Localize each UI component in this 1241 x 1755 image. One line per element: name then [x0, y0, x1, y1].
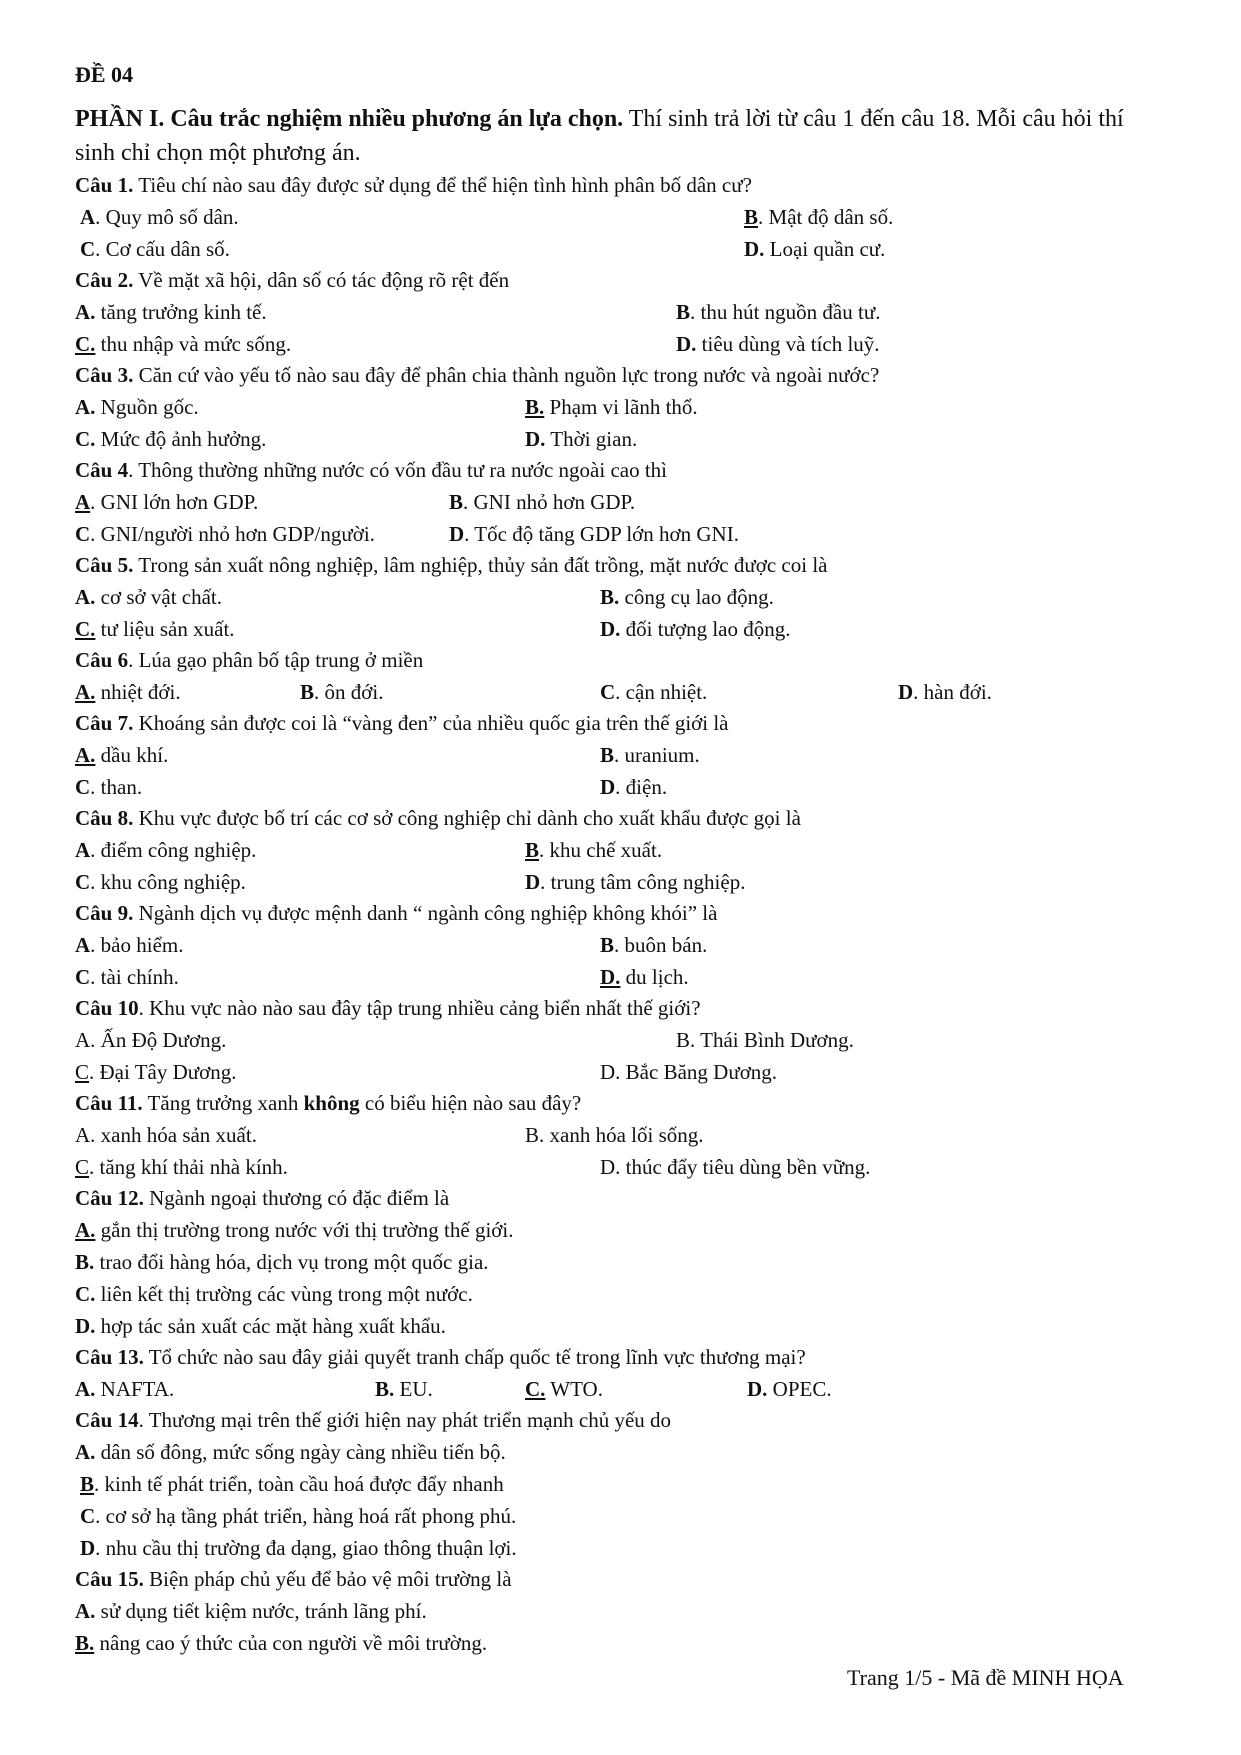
part-heading: [75, 104, 1124, 134]
q14-option-b: B. kinh tế phát triển, toàn cầu hoá được đẩy nhanh: [80, 1472, 504, 1496]
question-9: Câu 9. Ngành dịch vụ được mệnh danh “ ngành công nghiệp không khói” là: [75, 901, 718, 925]
q5-option-b: B. công cụ lao động.: [600, 585, 774, 609]
exam-code: ĐỀ 04: [75, 62, 134, 87]
q15-option-a: A. sử dụng tiết kiệm nước, tránh lãng phí.: [75, 1599, 427, 1623]
q13-option-b: B. EU.: [375, 1377, 433, 1401]
q9-option-b: B. buôn bán.: [600, 933, 708, 957]
q7-option-b: B. uranium.: [600, 743, 700, 767]
q3-option-a: A. Nguồn gốc.: [75, 395, 199, 419]
question-11: Câu 11. Tăng trưởng xanh không có biểu hiện nào sau đây?: [75, 1091, 582, 1115]
q3-option-b: B. Phạm vi lãnh thổ.: [525, 395, 698, 419]
q9-option-d: D. du lịch.: [600, 965, 689, 989]
part-title: PHẦN I. Câu trắc nghiệm nhiều phương án lựa chọn.: [75, 106, 624, 132]
q2-option-c: C. thu nhập và mức sống.: [75, 332, 292, 356]
q13-option-a: A. NAFTA.: [75, 1377, 175, 1401]
q5-option-a: A. cơ sở vật chất.: [75, 585, 223, 609]
q8-option-d: D. trung tâm công nghiệp.: [525, 870, 746, 894]
q7-option-c: C. than.: [75, 775, 143, 799]
q1-option-a: A. Quy mô số dân.: [80, 205, 239, 229]
question-6: Câu 6. Lúa gạo phân bố tập trung ở miền: [75, 648, 424, 672]
q13-option-d: D. OPEC.: [747, 1377, 832, 1401]
q1-option-d: D. Loại quần cư.: [744, 237, 886, 261]
q1-option-b: B. Mật độ dân số.: [744, 205, 894, 229]
q12-option-b: B. trao đổi hàng hóa, dịch vụ trong một quốc gia.: [75, 1250, 489, 1274]
q9-option-c: C. tài chính.: [75, 965, 179, 989]
q14-option-d: D. nhu cầu thị trường đa dạng, giao thông thuận lợi.: [80, 1536, 517, 1560]
q2-option-b: B. thu hút nguồn đầu tư.: [676, 300, 881, 324]
q7-option-a: A. dầu khí.: [75, 743, 169, 767]
q14-option-a: A. dân số đông, mức sống ngày càng nhiều tiến bộ.: [75, 1440, 506, 1464]
q8-option-c: C. khu công nghiệp.: [75, 870, 246, 894]
q12-option-c: C. liên kết thị trường các vùng trong một nước.: [75, 1282, 473, 1306]
q11-option-c: C. tăng khí thải nhà kính.: [75, 1155, 288, 1179]
q10-option-b: B. Thái Bình Dương.: [676, 1028, 854, 1052]
q15-option-b: B. nâng cao ý thức của con người về môi trường.: [75, 1631, 488, 1655]
question-1: Câu 1. Tiêu chí nào sau đây được sử dụng để thể hiện tình hình phân bố dân cư?: [75, 173, 752, 197]
q4-option-d: D. Tốc độ tăng GDP lớn hơn GNI.: [449, 522, 739, 546]
q12-option-d: D. hợp tác sản xuất các mặt hàng xuất khẩu.: [75, 1314, 446, 1338]
q1-option-c: C. Cơ cấu dân số.: [80, 237, 230, 261]
q10-option-c: C. Đại Tây Dương.: [75, 1060, 237, 1084]
q6-option-c: C. cận nhiệt.: [600, 680, 708, 704]
question-13: Câu 13. Tổ chức nào sau đây giải quyết tranh chấp quốc tế trong lĩnh vực thương mại?: [75, 1345, 806, 1369]
q9-option-a: A. bảo hiểm.: [75, 933, 184, 957]
q3-option-c: C. Mức độ ảnh hưởng.: [75, 427, 267, 451]
q4-option-a: A. GNI lớn hơn GDP.: [75, 490, 259, 514]
question-2: Câu 2. Về mặt xã hội, dân số có tác động rõ rệt đến: [75, 268, 510, 292]
q14-option-c: C. cơ sở hạ tầng phát triển, hàng hoá rất phong phú.: [80, 1504, 517, 1528]
question-14: Câu 14. Thương mại trên thế giới hiện nay phát triển mạnh chủ yếu do: [75, 1408, 672, 1432]
question-7: Câu 7. Khoáng sản được coi là “vàng đen” của nhiều quốc gia trên thế giới là: [75, 711, 729, 735]
q11-option-d: D. thúc đẩy tiêu dùng bền vững.: [600, 1155, 871, 1179]
q11-option-b: B. xanh hóa lối sống.: [525, 1123, 704, 1147]
part-instruction: Thí sinh trả lời từ câu 1 đến câu 18. Mỗi câu hỏi thí: [623, 106, 1124, 132]
q4-option-b: B. GNI nhỏ hơn GDP.: [449, 490, 636, 514]
q3-option-d: D. Thời gian.: [525, 427, 638, 451]
question-3: Câu 3. Căn cứ vào yếu tố nào sau đây để phân chia thành nguồn lực trong nước và ngoài nước?: [75, 363, 880, 387]
q13-option-c: C. WTO.: [525, 1377, 603, 1401]
q5-option-d: D. đối tượng lao động.: [600, 617, 791, 641]
question-12: Câu 12. Ngành ngoại thương có đặc điểm là: [75, 1186, 450, 1210]
q10-option-d: D. Bắc Băng Dương.: [600, 1060, 778, 1084]
q8-option-b: B. khu chế xuất.: [525, 838, 663, 862]
question-8: Câu 8. Khu vực được bố trí các cơ sở công nghiệp chỉ dành cho xuất khẩu được gọi là: [75, 806, 801, 830]
question-5: Câu 5. Trong sản xuất nông nghiệp, lâm nghiệp, thủy sản đất trồng, mặt nước được coi là: [75, 553, 828, 577]
question-10: Câu 10. Khu vực nào nào sau đây tập trung nhiều cảng biển nhất thế giới?: [75, 996, 701, 1020]
part-instruction-cont: sinh chỉ chọn một phương án.: [75, 140, 361, 166]
page-footer: Trang 1/5 - Mã đề MINH HỌA: [847, 1665, 1124, 1690]
q7-option-d: D. điện.: [600, 775, 668, 799]
q2-option-d: D. tiêu dùng và tích luỹ.: [676, 332, 880, 356]
q12-option-a: A. gắn thị trường trong nước với thị trường thế giới.: [75, 1218, 514, 1242]
question-4: Câu 4. Thông thường những nước có vốn đầu tư ra nước ngoài cao thì: [75, 458, 668, 482]
q11-option-a: A. xanh hóa sản xuất.: [75, 1123, 257, 1147]
question-15: Câu 15. Biện pháp chủ yếu để bảo vệ môi trường là: [75, 1567, 512, 1591]
q8-option-a: A. điểm công nghiệp.: [75, 838, 257, 862]
q4-option-c: C. GNI/người nhỏ hơn GDP/người.: [75, 522, 375, 546]
q6-option-d: D. hàn đới.: [898, 680, 992, 704]
q5-option-c: C. tư liệu sản xuất.: [75, 617, 235, 641]
q6-option-b: B. ôn đới.: [300, 680, 384, 704]
q6-option-a: A. nhiệt đới.: [75, 680, 181, 704]
q10-option-a: A. Ấn Độ Dương.: [75, 1028, 227, 1052]
q2-option-a: A. tăng trưởng kinh tế.: [75, 300, 267, 324]
